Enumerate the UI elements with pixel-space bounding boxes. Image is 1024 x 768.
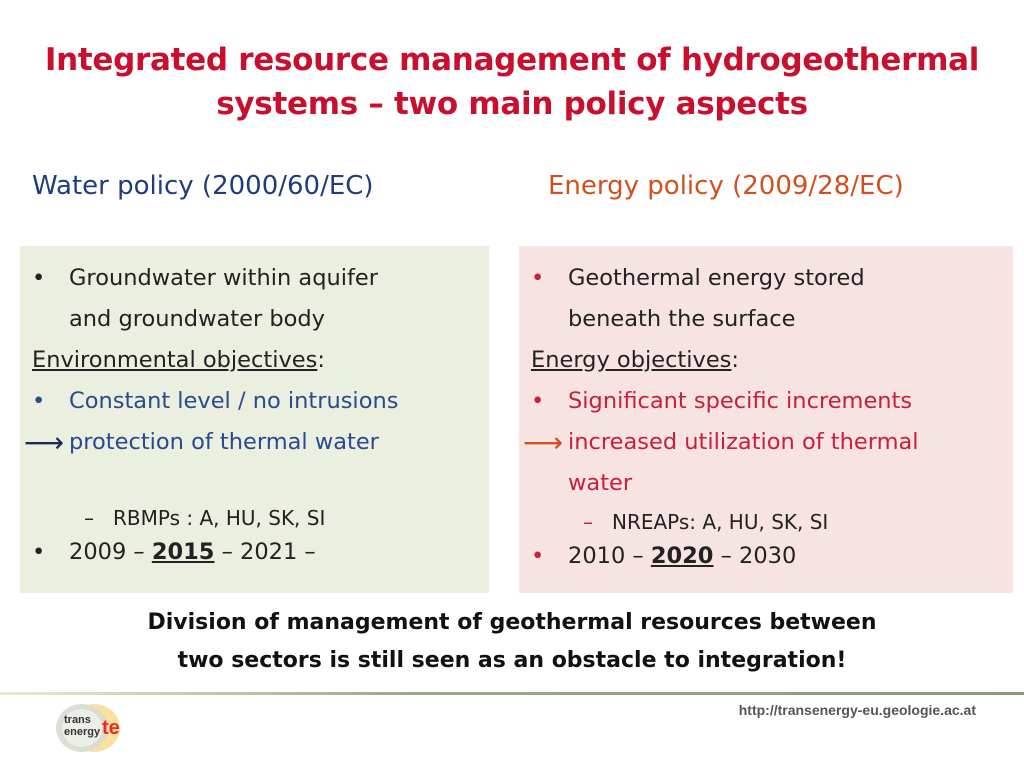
bullet-glyph: • [32, 539, 46, 565]
energy-bullet2-line1: Significant specific increments [568, 388, 913, 414]
objectives-colon: : [731, 347, 739, 373]
water-bullet2-line2: protection of thermal water [69, 429, 379, 455]
energy-objectives-row [531, 340, 739, 381]
energy-objectives-label: Energy objectives [531, 347, 732, 373]
energy-bullet1-line2: beneath the surface [568, 306, 796, 332]
bullet-glyph: • [531, 543, 545, 569]
dash-glyph: – [84, 506, 94, 530]
division-line2: two sectors is still seen as an obstacle to integration! [177, 648, 847, 673]
logo-text-line2: energy [64, 726, 101, 738]
arrow-right-icon: ⟶ [523, 426, 564, 459]
logo-text-line1: trans [64, 714, 91, 726]
bullet-glyph: • [531, 265, 545, 291]
timeline-key-year: 2015 [151, 539, 215, 565]
water-bullet1-line1: Groundwater within aquifer [69, 265, 379, 291]
energy-timeline [568, 536, 796, 577]
water-objectives-row [32, 340, 325, 381]
energy-bullet1-line1: Geothermal energy stored [568, 265, 865, 291]
bullet-glyph: • [32, 388, 46, 414]
water-timeline [69, 532, 316, 573]
timeline-start: 2010 – [568, 543, 651, 569]
division-statement [20, 604, 1004, 680]
slide-title-line2: systems – two main policy aspects [216, 86, 808, 122]
energy-sub-item-text: NREAPs: A, HU, SK, SI [612, 510, 829, 534]
environmental-objectives-label: Environmental objectives [32, 347, 318, 373]
bullet-glyph: • [531, 388, 545, 414]
logo-wordmark [64, 714, 100, 738]
slide-title [20, 38, 1004, 126]
objectives-colon: : [317, 347, 325, 373]
energy-policy-box [519, 246, 1013, 593]
division-line1: Division of management of geothermal resources between [147, 610, 877, 635]
timeline-end: – 2021 – [214, 539, 316, 565]
slide-title-line1: Integrated resource management of hydrogeothermal [44, 42, 980, 78]
transenergy-logo [52, 702, 136, 754]
arrow-right-icon: ⟶ [24, 426, 65, 459]
footer-divider [0, 692, 1024, 695]
footer-url-link[interactable]: http://transenergy-eu.geologie.ac.at [738, 702, 976, 718]
logo-mark: te [102, 717, 120, 739]
energy-policy-heading: Energy policy (2009/28/EC) [548, 171, 904, 201]
timeline-start: 2009 – [69, 539, 152, 565]
water-sub-item-text: RBMPs : A, HU, SK, SI [113, 506, 326, 530]
water-policy-heading: Water policy (2000/60/EC) [32, 171, 374, 201]
timeline-end: – 2030 [713, 543, 797, 569]
energy-bullet2-line3: water [568, 470, 633, 496]
water-bullet1-line2: and groundwater body [69, 306, 325, 332]
timeline-key-year: 2020 [650, 543, 714, 569]
bullet-glyph: • [32, 265, 46, 291]
dash-glyph: – [583, 510, 593, 534]
water-bullet2-line1: Constant level / no intrusions [69, 388, 399, 414]
water-policy-box [20, 246, 489, 593]
energy-bullet2-line2: increased utilization of thermal [568, 429, 919, 455]
